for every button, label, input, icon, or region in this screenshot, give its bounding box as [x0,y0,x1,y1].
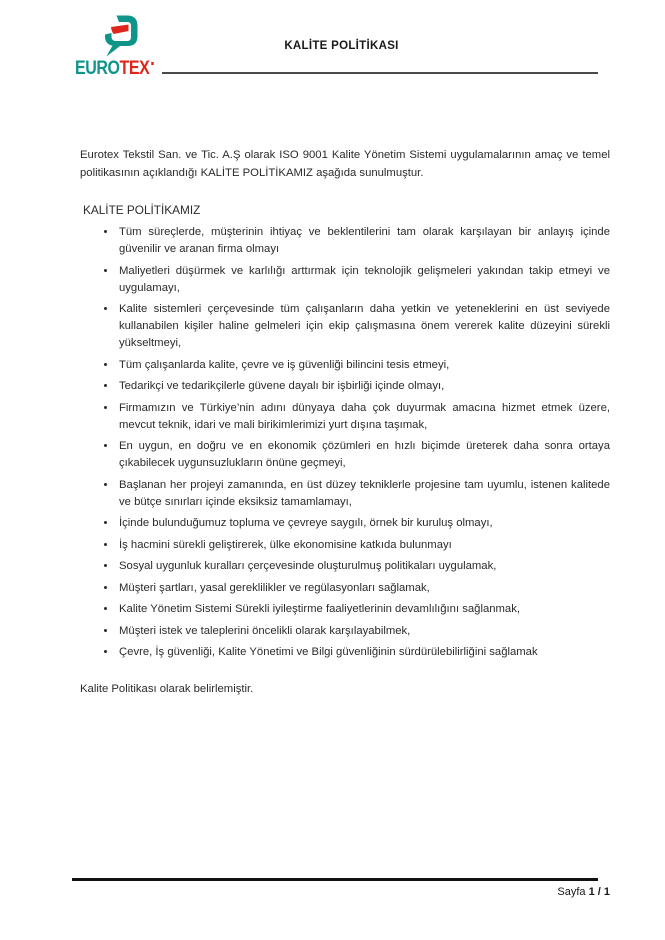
policy-bullet-item: • Maliyetleri düşürmek ve karlılığı arttırmak için teknolojik gelişmeleri yakından takip etmeyi ve uygulamayı, [117,263,610,297]
intro-paragraph: Eurotex Tekstil San. ve Tic. A.Ş olarak ISO 9001 Kalite Yönetim Sistemi uygulamalarının amaç ve temel politikasının açıklandığı KALİTE POLİTİKAMIZ aşağıda sunulmuştur. [80,149,610,179]
policy-bullet-item: • Tüm çalışanlarda kalite, çevre ve iş güvenliği bilincini tesis etmeyi, [117,357,610,374]
policy-bullet-item: • Tüm süreçlerde, müşterinin ihtiyaç ve beklentilerini tam olarak karşılayan bir anlayış içinde güvenilir ve aranan firma olmayı [117,224,610,258]
policy-bullet-item: • Müşteri istek ve taleplerini öncelikli olarak karşılayabilmek, [117,623,610,640]
policy-bullet-item: • Firmamızın ve Türkiye’nin adını dünyaya daha çok duyurmak amacına hizmet etmek üzere, mevcut teknik, idari ve mali birikimlerimizi yurt dışına taşımak, [117,400,610,434]
closing-paragraph: Kalite Politikası olarak belirlemiştir. [80,683,254,695]
wordmark-euro: EURO [75,57,120,79]
footer-rule [72,878,598,881]
policy-bullet-item: • En uygun, en doğru ve en ekonomik çözümleri en hızlı biçimde üreterek daha sonra ortaya çıkabilecek uygunsuzlukların önüne geçmeyi, [117,438,610,472]
policy-bullet-item: • Tedarikçi ve tedarikçilerle güvene dayalı bir işbirliği içinde olmayı, [117,378,610,395]
policy-bullet-item: • Çevre, İş güvenliği, Kalite Yönetimi ve Bilgi güvenliğinin sürdürülebilirliğini sağlamak [117,644,610,661]
section-heading: KALİTE POLİTİKAMIZ [83,203,201,217]
wordmark-tex: TEX [119,57,150,79]
header-rule [162,72,598,74]
trademark-dot-icon [151,62,153,65]
page-number-label: Sayfa [557,886,586,898]
eurotex-wordmark [75,58,157,78]
document-title: KALİTE POLİTİKASI [284,40,399,52]
page-number-value: 1 / 1 [588,886,610,898]
document-body [80,146,610,698]
policy-bullet-item: • Sosyal uygunluk kuralları çerçevesinde oluşturulmuş politikaları uygulamak, [117,558,610,575]
policy-bullet-item: • Başlanan her projeyi zamanında, en üst düzey tekniklerle projesine tam uyumlu, istenen kalitede ve bütçe sınırları içinde eksiksiz tamamlamayı, [117,477,610,511]
policy-bullet-item: • İçinde bulunduğumuz topluma ve çevreye saygılı, örnek bir kuruluş olmayı, [117,515,610,532]
policy-bullet-item: • Müşteri şartları, yasal gereklilikler ve regülasyonları sağlamak, [117,580,610,597]
policy-bullet-item: • İş hacmini sürekli geliştirerek, ülke ekonomisine katkıda bulunmayı [117,537,610,554]
policy-bullet-item: • Kalite sistemleri çerçevesinde tüm çalışanların daha yetkin ve yeteneklerini en üst seviyede kullanabilen kişiler haline gelmeleri için ekip çalışmasına önem vererek kalite düzeyini sürekli yükseltmeyi, [117,301,610,352]
policy-bullet-item: • Kalite Yönetim Sistemi Sürekli iyileştirme faaliyetlerinin devamlılığını sağlanmak, [117,601,610,618]
policy-bullet-list [80,224,610,661]
page-number [557,886,610,898]
